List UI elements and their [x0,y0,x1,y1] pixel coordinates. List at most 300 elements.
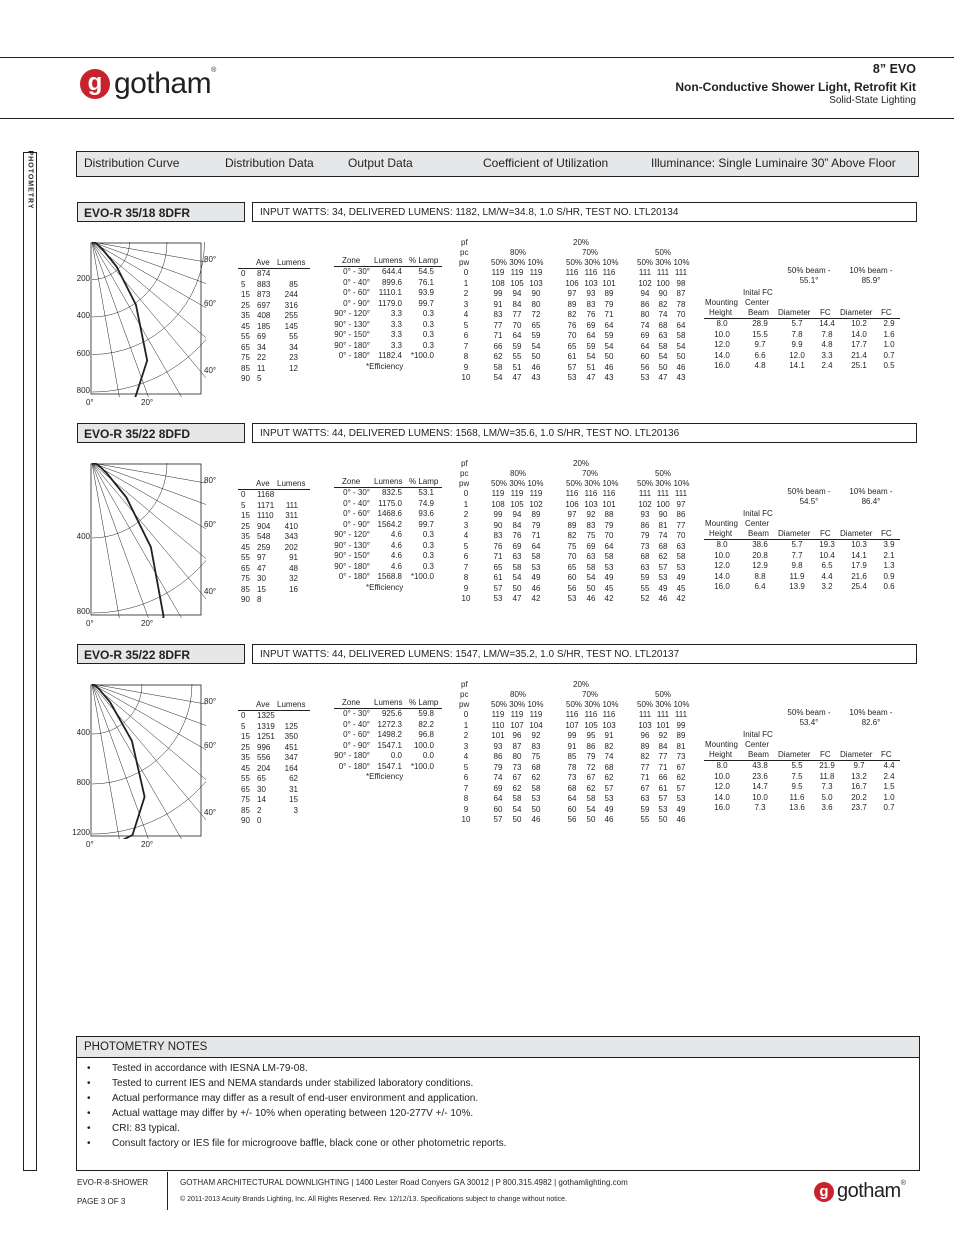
ill-beam10: 10% beam - [849,708,893,717]
dist-candela: 1325 [257,711,275,720]
ill-cell: 28.9 [752,319,768,328]
ill-cell: 7.8 [821,329,833,339]
cu-cell: 1 [463,720,469,730]
dist-lumens [270,374,298,385]
cu-cell: 61 [658,783,668,793]
logo-g-icon: g [80,69,110,99]
cu-cell: 10 [461,594,471,603]
out-percent: 96.8 [418,730,434,739]
cu-cell: 66 [658,773,668,782]
cu-cell: 58 [531,783,541,793]
cu-cell: 116 [602,268,616,277]
out-lumens: 4.6 [390,551,402,560]
dist-angle: 45 [241,321,250,331]
out-zone: 0° - 180° [338,572,370,581]
candela-curve [92,463,164,618]
cu-cell: 47 [512,373,522,382]
dist-angle: 15 [241,290,250,299]
cu-cell: 78 [567,762,577,772]
dist-header-lumens: Lumens [277,479,306,488]
cu-cell: 55 [512,352,522,361]
cu-cell: 95 [586,731,596,740]
cu-cell: 75 [531,752,541,761]
cu-cell: 93 [586,289,596,298]
ill-cell: 10.3 [851,540,867,549]
cu-cell: 81 [676,741,686,751]
footer-model: EVO-R-8-SHOWER [77,1178,149,1187]
page-title: 8” EVO [872,62,916,76]
dist-lumens: 164 [284,763,298,773]
out-zone: 90° - 180° [334,561,370,571]
ill-cell: 19.3 [819,540,835,549]
cu-cell: 45 [676,583,686,593]
out-percent: 74.9 [418,498,434,508]
cu-cell: 46 [604,815,614,824]
dist-lumens: 12 [289,363,298,373]
cu-cell: 86 [493,752,503,761]
cu-cell: 53 [604,562,614,572]
cu-cell: 53 [567,594,577,603]
out-lumens: 1110.1 [378,288,402,297]
cu-cell: 71 [531,531,541,540]
out-zone: 90° - 130° [334,540,370,550]
cu-cell: 49 [676,804,686,814]
out-lumens: 1175.0 [378,498,402,508]
out-percent: 0.3 [422,309,434,318]
cu-cell: 1 [463,278,469,288]
cu-cell: 53 [531,794,541,803]
cu-cell: 67 [586,773,596,782]
dist-lumens: 255 [284,311,298,320]
cu-cell: 116 [584,268,598,277]
cu-cell: 53 [604,794,614,803]
cu-cell: 111 [674,489,688,498]
cu-cell: 50 [586,583,596,593]
cu-cell: 89 [567,299,577,309]
cu-cell: 58 [512,794,522,803]
cu-cell: 55 [640,583,650,593]
cu-cell: 105 [584,720,598,730]
curve-grid-ring [92,684,206,834]
cu-cell: 84 [512,299,522,309]
curve-angle-label: 40° [204,808,217,817]
ill-cell: 14.0 [714,792,730,802]
cu-cell: 68 [640,552,650,561]
dist-lumens: 91 [289,553,298,562]
ill-cell: 14.1 [789,361,805,370]
cu-cell: 3 [463,299,469,309]
curve-grid-ring [92,242,206,392]
cu-cell: 47 [658,373,668,382]
cu-cell: 64 [567,794,577,803]
cu-cell: 42 [531,594,541,603]
cu-cell: 9 [463,583,469,593]
cu-cell: 58 [493,362,503,372]
ill-cell: 5.7 [791,319,803,328]
cu-cell: 84 [658,741,668,751]
cu-cell: 43 [676,373,686,382]
cu-cell: 70 [567,331,577,340]
cu-cell: 54 [586,804,596,814]
cu-cell: 72 [531,310,541,319]
out-lumens: 899.6 [381,277,402,287]
cu-cell: 4 [463,310,469,319]
out-zone: 0° - 30° [343,488,370,497]
cu-cell: 53 [640,373,650,382]
out-percent: *100.0 [410,761,434,771]
cu-cell: 53 [567,373,577,382]
dist-lumens: 451 [284,742,298,752]
cu-cell: 107 [565,720,579,730]
ill-cell: 15.5 [752,329,768,339]
dist-lumens: 16 [289,584,298,594]
dist-angle: 85 [241,805,250,815]
cu-cell: 64 [640,341,650,351]
cu-cell: 66 [493,341,503,351]
cu-cell: 92 [531,731,541,740]
curve-frame [91,685,201,836]
cu-cell: 111 [638,268,652,277]
dist-candela: 904 [257,521,271,531]
cu-cell: 4 [463,752,469,761]
out-lumens: 1547.1 [377,740,402,750]
cu-cell: 103 [529,278,543,288]
cu-cell: 119 [491,489,505,498]
cu-cell: 70 [676,531,686,540]
cu-cell: 75 [567,541,577,551]
dist-angle: 0 [241,711,246,720]
curve-grid-ray [92,242,206,395]
cu-cell: 67 [676,762,686,772]
curve-grid-ray [92,684,192,839]
cu-cell: 64 [586,331,596,340]
cu-cell: 71 [493,331,503,340]
ill-cell: 7.7 [791,550,803,560]
out-efficiency-note: *Efficiency [366,582,404,592]
cu-cell: 110 [491,720,505,730]
footer-company: GOTHAM ARCHITECTURAL DOWNLIGHTING | 1400 Lester Road Conyers GA 30012 | P 800.315.4982 | gothamlighting.com [180,1178,628,1187]
dist-candela: 1168 [257,490,275,499]
ill-cell: 1.0 [883,340,895,349]
ill-cell: 3.6 [821,803,833,812]
cu-cell: 82 [604,741,614,751]
cu-cell: 68 [658,541,668,551]
curve-radial-label: 800 [76,607,90,616]
dist-candela: 47 [257,563,266,573]
cu-cell: 86 [676,510,686,519]
dist-lumens: 34 [289,342,298,352]
cu-cell: 52 [640,594,650,603]
cu-cell: 101 [491,731,505,740]
ill-cell: 10.0 [714,550,730,560]
cu-cell: 53 [493,594,503,603]
dist-angle: 35 [241,311,250,320]
cu-cell: 71 [493,552,503,561]
cu-cell: 106 [565,278,579,288]
section-title: EVO-R 35/22 8DFR [77,644,245,664]
cu-cell: 46 [586,594,596,603]
section-test-info: INPUT WATTS: 44, DELIVERED LUMENS: 1547, LM/W=35.2, 1.0 S/HR, TEST NO. LTL20137 [252,644,917,664]
cu-cell: 53 [676,794,686,803]
cu-cell: 58 [676,331,686,340]
ill-cell: 14.0 [714,571,730,581]
cu-cell: 79 [604,520,614,530]
cu-cell: 49 [604,804,614,814]
cu-cell: 87 [676,289,686,298]
ill-cell: 0.7 [883,350,895,360]
cu-cell: 69 [512,541,522,551]
cu-cell: 83 [493,310,503,319]
cu-cell: 97 [676,499,686,509]
curve-angle-label: 60° [204,741,217,750]
footer-logo-g-icon: g [814,1182,834,1202]
out-zone: 0° - 180° [338,351,370,360]
curve-radial-label: 800 [76,386,90,395]
out-percent: 82.2 [418,719,434,729]
dist-candela: 2 [257,805,262,815]
dist-lumens: 111 [285,500,298,510]
dist-candela: 556 [257,753,271,762]
dist-lumens: 125 [284,721,298,731]
ill-cell: 6.6 [754,350,766,360]
cu-cell: 90 [658,289,668,298]
cu-cell: 65 [531,320,541,330]
ill-cell: 8.8 [754,571,766,581]
cu-cell: 68 [531,762,541,772]
cu-cell: 79 [586,752,596,761]
cu-cell: 6 [463,331,469,340]
cu-cell: 96 [512,731,522,740]
out-lumens: 3.3 [390,319,402,329]
cu-cell: 116 [565,268,579,277]
ill-cell: 16.7 [851,782,867,791]
out-lumens: 3.3 [390,330,402,339]
header-rule [0,57,954,58]
ill-cell: 10.0 [714,329,730,339]
out-percent: 0.3 [422,340,434,350]
cu-cell: 4 [463,531,469,540]
curve-grid-ray [92,463,206,592]
cu-cell: 106 [565,499,579,509]
curve-grid-ray [92,242,206,371]
ill-cell: 23.7 [851,803,867,812]
cu-cell: 68 [567,783,577,793]
curve-radial-label: 600 [76,348,90,358]
dist-candela: 883 [257,279,271,289]
dist-candela: 1110 [257,511,274,520]
cu-cell: 99 [493,289,503,298]
cu-cell: 49 [676,573,686,582]
out-lumens: 4.6 [390,530,402,539]
dist-lumens: 343 [284,532,298,541]
out-zone: 0° - 60° [343,288,370,297]
dist-angle: 5 [241,279,246,289]
ill-beam50: 50% beam - [787,708,831,717]
dist-lumens: 15 [289,795,298,804]
cu-cell: 83 [531,741,541,751]
cu-cell: 96 [640,731,650,740]
cu-cell: 76 [493,541,503,551]
cu-cell: 86 [586,741,596,751]
tab-output-data: Output Data [348,156,413,170]
out-percent: 100.0 [413,740,434,750]
cu-cell: 108 [491,278,505,288]
curve-angle-label: 20° [141,398,154,407]
cu-cell: 3 [463,741,469,751]
cu-cell: 64 [604,320,614,330]
cu-cell: 103 [584,499,598,509]
ill-cell: 0.7 [883,803,895,812]
cu-cell: 79 [531,520,541,530]
curve-angle-label: 80° [204,476,217,485]
cu-cell: 51 [586,362,596,372]
cu-cell: 57 [493,815,503,824]
cu-cell: 57 [604,783,614,793]
cu-cell: 116 [584,710,598,719]
cu-cell: 89 [531,510,541,519]
cu-cell: 54 [512,804,522,814]
dist-candela: 11 [257,363,266,373]
cu-cell: 58 [512,562,522,572]
dist-candela: 14 [257,795,266,804]
dist-angle: 15 [241,732,250,741]
cu-cell: 62 [604,773,614,782]
cu-cell: 58 [658,341,668,351]
ill-cell: 2.1 [883,550,895,560]
cu-cell: 54 [512,573,522,582]
cu-cell: 62 [658,552,668,561]
dist-angle: 85 [241,363,250,373]
cu-cell: 60 [640,352,650,361]
cu-cell: 59 [531,331,541,340]
cu-cell: 55 [640,815,650,824]
cu-cell: 119 [529,268,543,277]
cu-cell: 64 [512,331,522,340]
out-efficiency-note: *Efficiency [366,361,404,371]
curve-angle-label: 20° [141,840,154,849]
cu-cell: 43 [604,373,614,382]
cu-cell: 7 [463,341,469,351]
dist-lumens: 347 [284,753,298,762]
dist-angle: 90 [241,595,250,604]
ill-cell: 14.1 [851,550,867,560]
distribution-curve [90,242,206,397]
cu-cell: 0 [463,489,469,498]
cu-cell: 71 [604,310,614,319]
out-efficiency-note: *Efficiency [366,772,404,781]
ill-cell: 6.5 [821,561,833,570]
cu-cell: 46 [676,362,686,372]
note-item: • Tested in accordance with IESNA LM-79-08. [77,1061,919,1076]
cu-cell: 53 [658,573,668,582]
cu-cell: 89 [676,731,686,740]
dist-candela: 1319 [257,721,275,731]
cu-cell: 46 [676,815,686,824]
cu-cell: 71 [658,762,668,772]
cu-cell: 63 [640,562,650,572]
cu-cell: 74 [604,752,614,761]
dist-header-ave: Ave [256,479,270,488]
footer-copyright: © 2011-2013 Acuity Brands Lighting, Inc. All Rights Reserved. Rev. 12/12/13. Specifications subject to change without notice. [180,1196,568,1203]
cu-cell: 81 [658,520,668,530]
cu-cell: 9 [463,362,469,372]
cu-cell: 116 [602,710,616,719]
cu-cell: 119 [491,268,505,277]
cu-cell: 91 [493,299,503,309]
ill-cell: 14.7 [752,782,768,791]
out-zone: 90° - 120° [334,530,370,539]
curve-radial-label: 1200 [72,828,90,837]
cu-cell: 59 [512,341,522,351]
cu-cell: 78 [676,299,686,309]
cu-cell: 69 [640,331,650,340]
cu-cell: 83 [586,299,596,309]
dist-lumens: 311 [285,511,298,520]
cu-cell: 86 [640,299,650,309]
cu-cell: 74 [658,531,668,540]
out-zone: 0° - 40° [343,498,370,508]
ill-cell: 12.0 [714,561,730,570]
curve-grid-ray [92,242,160,397]
ill-cell: 7.3 [754,803,766,812]
cu-cell: 64 [604,541,614,551]
out-lumens: 3.3 [390,340,402,350]
cu-cell: 62 [586,783,596,793]
cu-cell: 5 [463,762,469,772]
cu-cell: 57 [676,783,686,793]
out-zone: 0° - 90° [343,298,370,308]
cu-cell: 92 [586,510,596,519]
cu-cell: 102 [638,278,652,288]
cu-cell: 74 [640,320,650,330]
cu-cell: 5 [463,541,469,551]
cu-cell: 50 [531,804,541,814]
cu-cell: 94 [512,289,522,298]
curve-angle-label: 0° [86,840,94,849]
ill-cell: 43.8 [752,761,768,770]
ill-cell: 3.9 [883,540,895,549]
dist-angle: 65 [241,784,250,794]
out-percent: 54.5 [418,267,434,276]
notes-title: PHOTOMETRY NOTES [77,1037,919,1058]
cu-cell: 2 [463,289,469,298]
cu-cell: 104 [529,720,543,730]
curve-angle-label: 40° [204,587,217,596]
out-percent: 0.3 [422,330,434,339]
cu-cell: 68 [658,320,668,330]
cu-cell: 49 [531,573,541,582]
dist-candela: 30 [257,784,266,794]
out-lumens: 1182.4 [378,351,402,360]
out-lumens: 1564.2 [377,519,402,529]
curve-angle-label: 60° [204,299,217,308]
cu-cell: 119 [491,710,505,719]
out-percent: *100.0 [410,351,434,360]
cu-cell: 54 [658,352,668,361]
cu-cell: 89 [640,741,650,751]
footer-logo: g gotham® [814,1180,905,1203]
ill-cell: 3.2 [821,582,833,591]
dist-candela: 15 [257,584,266,594]
cu-cell: 58 [586,562,596,572]
cu-cell: 75 [586,531,596,540]
out-zone: 90° - 180° [334,751,370,760]
cu-cell: 111 [656,489,670,498]
section-title: EVO-R 35/18 8DFR [77,202,245,222]
cu-cell: 90 [658,510,668,519]
cu-cell: 91 [604,731,614,740]
footer-page: PAGE 3 OF 3 [77,1197,126,1206]
